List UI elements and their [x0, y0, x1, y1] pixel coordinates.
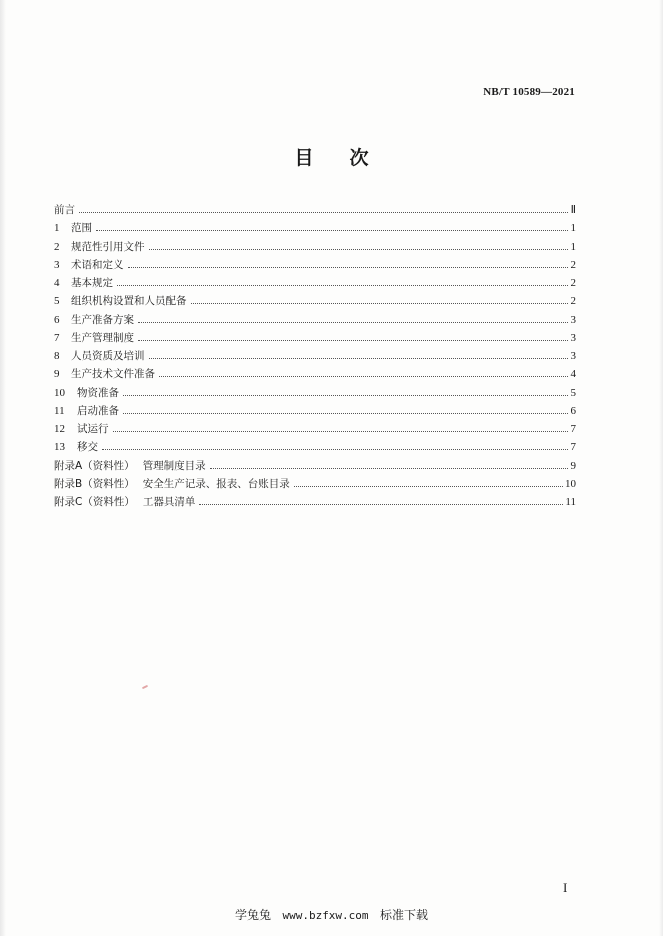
toc-entry-number: 10 [54, 386, 65, 399]
toc-leader-dots [210, 467, 568, 469]
toc-entry-page: 5 [570, 386, 576, 399]
toc-appendix-page: 10 [565, 477, 576, 490]
toc-entry-number: 13 [54, 441, 65, 454]
toc-entry-label: 生产准备方案 [71, 313, 134, 326]
toc-entry-number: 9 [54, 368, 60, 381]
toc-leader-dots [117, 284, 568, 286]
footer-watermark [0, 906, 663, 923]
toc-appendix-prefix: 附录A（资料性） [54, 459, 135, 472]
toc-appendix-page: 11 [565, 496, 576, 508]
toc-entry[interactable] [54, 365, 576, 383]
toc-entry-label: 生产管理制度 [71, 331, 134, 344]
toc-entry-foreword[interactable] [54, 201, 576, 219]
page-title [0, 143, 663, 170]
toc-appendix-b[interactable] [54, 475, 576, 493]
standard-code: NB/T 10589—2021 [483, 86, 575, 98]
toc-entry-page: 3 [570, 313, 576, 326]
toc-entry-label: 基本规定 [71, 277, 113, 289]
toc-entry-label: 规范性引用文件 [71, 240, 145, 253]
toc-leader-dots [138, 321, 568, 323]
toc-entry-page: 7 [570, 441, 576, 454]
page-edge-right [659, 0, 663, 936]
toc-leader-dots [191, 302, 569, 304]
footer-url[interactable]: www.bzfxw.com [282, 909, 369, 922]
toc-entry[interactable] [54, 402, 576, 420]
page-number: I [563, 880, 568, 895]
toc-entry-page: 1 [570, 240, 576, 253]
toc-entry-label: 组织机构设置和人员配备 [71, 295, 187, 308]
toc-leader-dots [138, 339, 568, 341]
toc-leader-dots [149, 357, 569, 359]
toc-entry-page: 2 [570, 258, 576, 271]
toc-entry-label: 物资准备 [77, 386, 119, 399]
table-of-contents [54, 201, 576, 511]
toc-entry-label: 移交 [77, 441, 98, 454]
toc-entry[interactable] [54, 329, 576, 347]
toc-entry-number: 4 [54, 277, 60, 289]
toc-appendix-prefix: 附录C（资料性） [54, 496, 135, 508]
toc-appendix-prefix: 附录B（资料性） [54, 477, 135, 490]
toc-entry[interactable] [54, 256, 576, 274]
toc-entry-label: 人员资质及培训 [71, 350, 145, 362]
toc-entry-label: 范围 [71, 222, 92, 235]
toc-leader-dots [113, 430, 569, 432]
toc-leader-dots [96, 229, 568, 231]
toc-entry-page: 7 [570, 423, 576, 435]
toc-entry[interactable] [54, 384, 576, 402]
title-char-1: 目 [294, 147, 314, 169]
toc-entry-number: 11 [54, 404, 65, 417]
toc-entry[interactable] [54, 420, 576, 438]
footer-site-name: 学兔兔 [234, 908, 271, 922]
toc-entry-page: 6 [570, 404, 576, 417]
toc-entry-label: 启动准备 [77, 404, 119, 417]
toc-leader-dots [123, 412, 568, 414]
toc-appendix-page: 9 [570, 459, 576, 472]
page-edge-left [0, 0, 6, 936]
toc-leader-dots [199, 503, 563, 505]
toc-entry-number: 7 [54, 331, 60, 344]
toc-entry[interactable] [54, 219, 576, 237]
toc-entry[interactable] [54, 347, 576, 365]
toc-entry[interactable] [54, 438, 576, 456]
toc-entry-number: 5 [54, 295, 60, 308]
toc-entry-number: 3 [54, 258, 60, 271]
toc-leader-dots [128, 266, 569, 268]
toc-entry[interactable] [54, 274, 576, 292]
toc-entry-number: 6 [54, 313, 60, 326]
toc-leader-dots [79, 211, 568, 213]
toc-leader-dots [149, 248, 569, 250]
title-char-2: 次 [349, 147, 369, 169]
toc-entry-page: 1 [570, 222, 576, 235]
toc-leader-dots [159, 375, 568, 377]
ink-speck [142, 685, 148, 689]
toc-appendix-a[interactable] [54, 457, 576, 475]
toc-entry[interactable] [54, 238, 576, 256]
footer-tagline: 标准下载 [380, 908, 429, 922]
toc-appendix-label: 工器具清单 [142, 496, 196, 508]
toc-entry-label: 前言 [54, 204, 75, 216]
toc-entry-page: 2 [570, 295, 576, 308]
toc-entry-number: 8 [54, 350, 60, 362]
toc-entry[interactable] [54, 292, 576, 310]
toc-entry-number: 12 [54, 423, 65, 435]
toc-appendix-label: 管理制度目录 [142, 459, 206, 472]
toc-entry-number: 1 [54, 222, 60, 235]
toc-appendix-c[interactable] [54, 493, 576, 511]
toc-entry-label: 术语和定义 [71, 258, 124, 271]
toc-leader-dots [294, 485, 563, 487]
toc-appendix-label: 安全生产记录、报表、台账目录 [142, 477, 290, 490]
toc-entry[interactable] [54, 311, 576, 329]
toc-leader-dots [123, 394, 568, 396]
toc-entry-page: 4 [570, 368, 576, 381]
toc-entry-page: 3 [570, 350, 576, 362]
toc-entry-label: 试运行 [77, 423, 109, 435]
toc-entry-page: 3 [570, 331, 576, 344]
toc-leader-dots [102, 448, 568, 450]
toc-entry-label: 生产技术文件准备 [71, 368, 155, 381]
toc-entry-page: 2 [570, 277, 576, 289]
toc-entry-page: Ⅱ [570, 204, 576, 216]
toc-entry-number: 2 [54, 240, 60, 253]
